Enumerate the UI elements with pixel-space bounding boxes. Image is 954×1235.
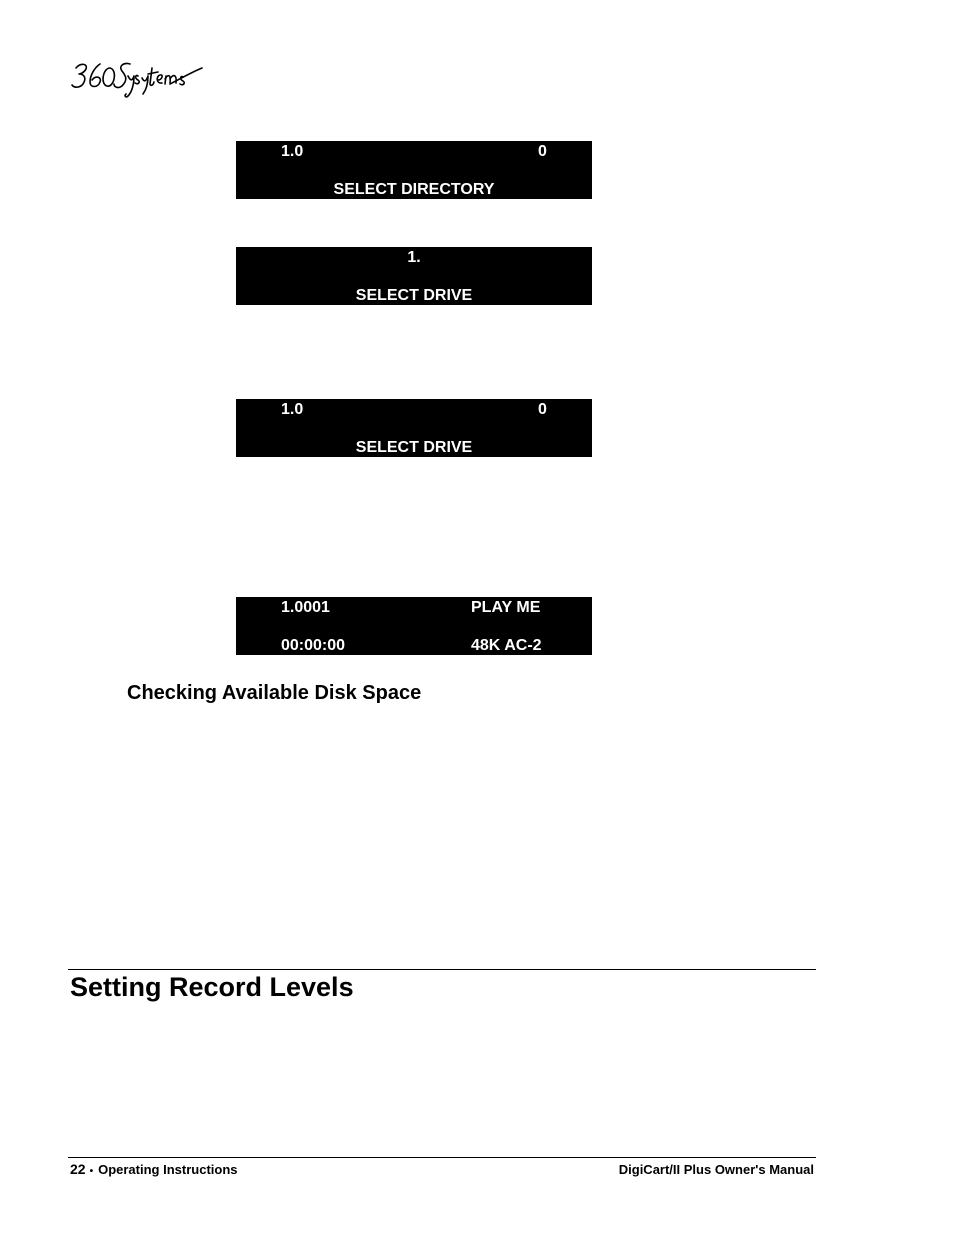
lcd-row2: SELECT DRIVE bbox=[355, 287, 473, 304]
lcd-row1-right: 0 bbox=[538, 143, 547, 160]
section-title: Setting Record Levels bbox=[70, 972, 354, 1002]
lcd-row1-center: 1. bbox=[407, 249, 421, 266]
lcd-display-play-me bbox=[236, 597, 592, 655]
footer-divider bbox=[68, 1157, 816, 1158]
page-number: 22 bbox=[70, 1161, 86, 1177]
lcd-row2-right: 48K AC-2 bbox=[471, 637, 542, 654]
360-systems-logo bbox=[70, 54, 205, 100]
lcd-row2: SELECT DRIVE bbox=[355, 439, 473, 456]
lcd-display-select-drive-2 bbox=[236, 399, 592, 457]
footer-section: Operating Instructions bbox=[98, 1162, 238, 1177]
footer-manual-title: DigiCart/II Plus Owner's Manual bbox=[618, 1162, 814, 1177]
footer-left bbox=[70, 1161, 238, 1177]
lcd-row2: SELECT DIRECTORY bbox=[333, 181, 495, 198]
subheading-disk-space: Checking Available Disk Space bbox=[127, 682, 422, 704]
lcd-display-select-drive bbox=[236, 247, 592, 305]
lcd-row1-left: 1.0001 bbox=[281, 599, 330, 616]
lcd-row1-right: 0 bbox=[538, 401, 547, 418]
lcd-row1-left: 1.0 bbox=[281, 401, 304, 418]
lcd-row2-left: 00:00:00 bbox=[281, 637, 346, 654]
section-divider bbox=[68, 969, 816, 970]
lcd-display-select-directory bbox=[236, 141, 592, 199]
lcd-row1-left: 1.0 bbox=[281, 143, 304, 160]
lcd-row1-right: PLAY ME bbox=[471, 599, 541, 616]
footer-bullet: • bbox=[89, 1166, 94, 1177]
